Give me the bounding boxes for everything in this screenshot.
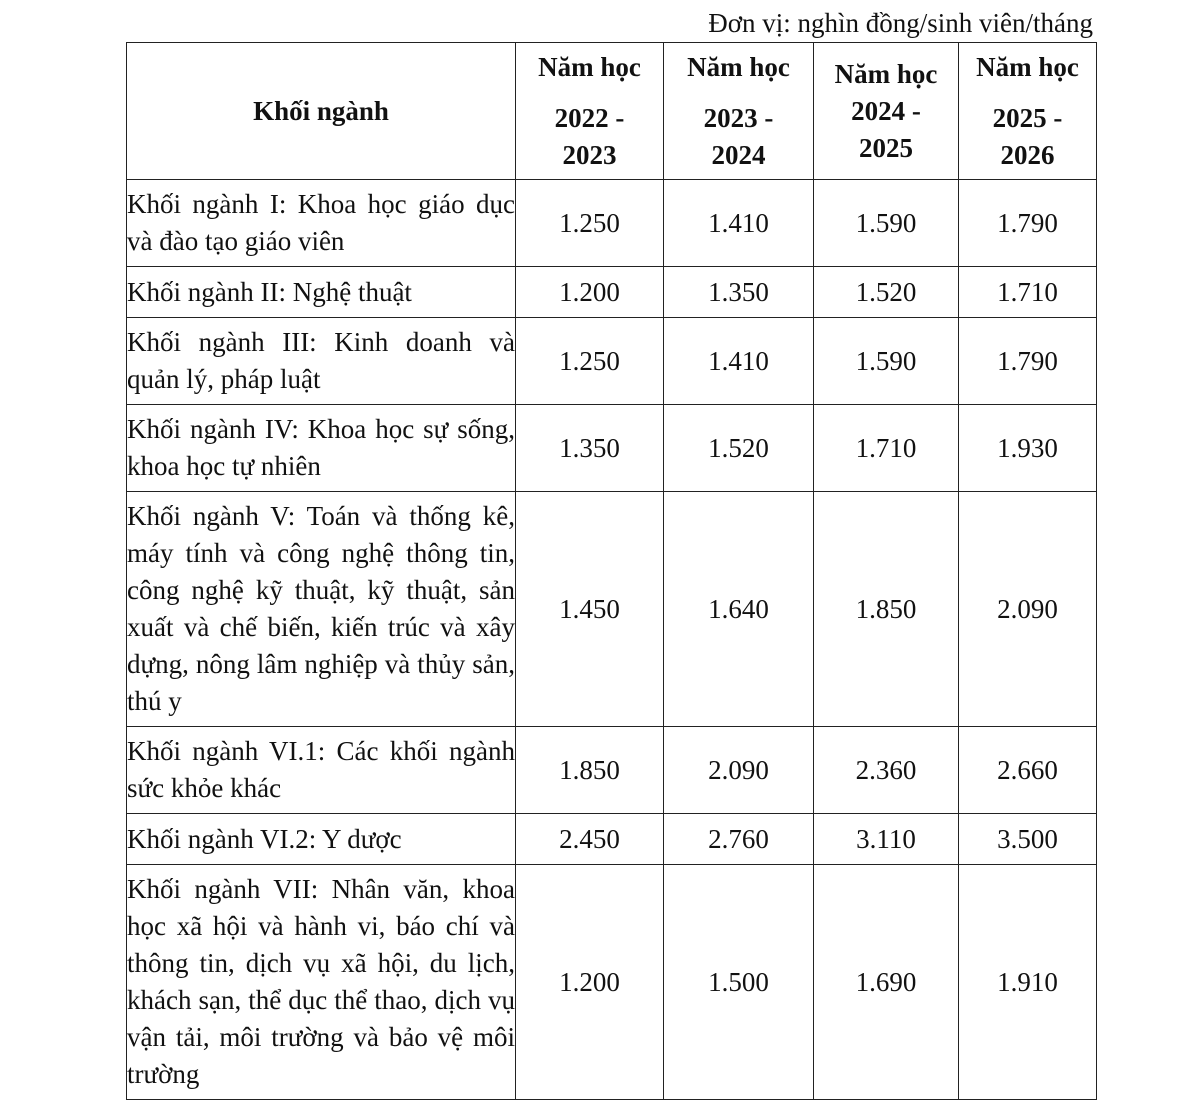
fee-value: 1.250	[516, 318, 664, 405]
group-name: Khối ngành VI.1: Các khối ngành sức khỏe khác	[127, 727, 516, 814]
header-year-line1: Năm học	[834, 58, 938, 89]
fee-value: 1.350	[516, 405, 664, 492]
header-year-line3: 2026	[1000, 139, 1055, 170]
group-name: Khối ngành I: Khoa học giáo dục và đào tạo giáo viên	[127, 180, 516, 267]
header-group-label: Khối ngành	[253, 95, 389, 126]
table-row	[127, 727, 1097, 814]
fee-value: 1.200	[516, 865, 664, 1100]
header-year-2024	[814, 43, 959, 180]
group-name: Khối ngành II: Nghệ thuật	[127, 267, 516, 318]
header-year-line2: 2022 -	[554, 102, 625, 133]
fee-value: 1.350	[664, 267, 814, 318]
fee-value: 1.520	[814, 267, 959, 318]
group-name: Khối ngành III: Kinh doanh và quản lý, pháp luật	[127, 318, 516, 405]
table-row	[127, 865, 1097, 1100]
fee-value: 2.760	[664, 814, 814, 865]
unit-note: Đơn vị: nghìn đồng/sinh viên/tháng	[708, 8, 1093, 38]
header-year-line3: 2024	[711, 139, 766, 170]
header-year-line1: Năm học	[687, 51, 790, 82]
fee-value: 2.660	[959, 727, 1097, 814]
header-year-line3: 2023	[562, 139, 617, 170]
fee-value: 1.590	[814, 180, 959, 267]
fee-value: 1.500	[664, 865, 814, 1100]
fee-value: 1.930	[959, 405, 1097, 492]
fee-value: 1.450	[516, 492, 664, 727]
fee-value: 1.790	[959, 180, 1097, 267]
fee-value: 1.790	[959, 318, 1097, 405]
header-year-line3: 2025	[859, 132, 913, 163]
fee-value: 1.410	[664, 318, 814, 405]
header-year-line1: Năm học	[976, 51, 1079, 82]
header-row	[127, 43, 1097, 180]
fee-value: 2.450	[516, 814, 664, 865]
table-row	[127, 814, 1097, 865]
fee-value: 1.200	[516, 267, 664, 318]
fee-value: 3.500	[959, 814, 1097, 865]
header-year-2022	[516, 43, 664, 180]
table-row	[127, 267, 1097, 318]
header-year-line2: 2025 -	[992, 102, 1063, 133]
fee-value: 1.910	[959, 865, 1097, 1100]
fee-value: 1.410	[664, 180, 814, 267]
fee-value: 1.710	[814, 405, 959, 492]
fee-value: 1.250	[516, 180, 664, 267]
group-name: Khối ngành V: Toán và thống kê, máy tính và công nghệ thông tin, công nghệ kỹ thuật, kỹ thuật, sản xuất và chế biến, kiến trúc và xây dựng, nông lâm nghiệp và thủy sản, thú y	[127, 492, 516, 727]
header-year-line1: Năm học	[538, 51, 641, 82]
fee-value: 1.590	[814, 318, 959, 405]
group-name: Khối ngành VII: Nhân văn, khoa học xã hội và hành vi, báo chí và thông tin, dịch vụ xã hội, du lịch, khách sạn, thể dục thể thao, dịch vụ vận tải, môi trường và bảo vệ môi trường	[127, 865, 516, 1100]
table-row	[127, 492, 1097, 727]
group-name: Khối ngành IV: Khoa học sự sống, khoa học tự nhiên	[127, 405, 516, 492]
tuition-table	[126, 42, 1097, 1100]
fee-value: 1.850	[814, 492, 959, 727]
fee-value: 3.110	[814, 814, 959, 865]
fee-value: 2.090	[664, 727, 814, 814]
header-year-line2: 2024 -	[851, 95, 921, 126]
table-row	[127, 180, 1097, 267]
fee-value: 1.850	[516, 727, 664, 814]
fee-value: 2.090	[959, 492, 1097, 727]
header-year-line2: 2023 -	[703, 102, 774, 133]
fee-value: 1.690	[814, 865, 959, 1100]
table-row	[127, 318, 1097, 405]
fee-value: 2.360	[814, 727, 959, 814]
fee-value: 1.710	[959, 267, 1097, 318]
group-name: Khối ngành VI.2: Y dược	[127, 814, 516, 865]
fee-value: 1.640	[664, 492, 814, 727]
header-year-2025	[959, 43, 1097, 180]
header-year-2023	[664, 43, 814, 180]
fee-value: 1.520	[664, 405, 814, 492]
table-row	[127, 405, 1097, 492]
header-group	[127, 43, 516, 180]
